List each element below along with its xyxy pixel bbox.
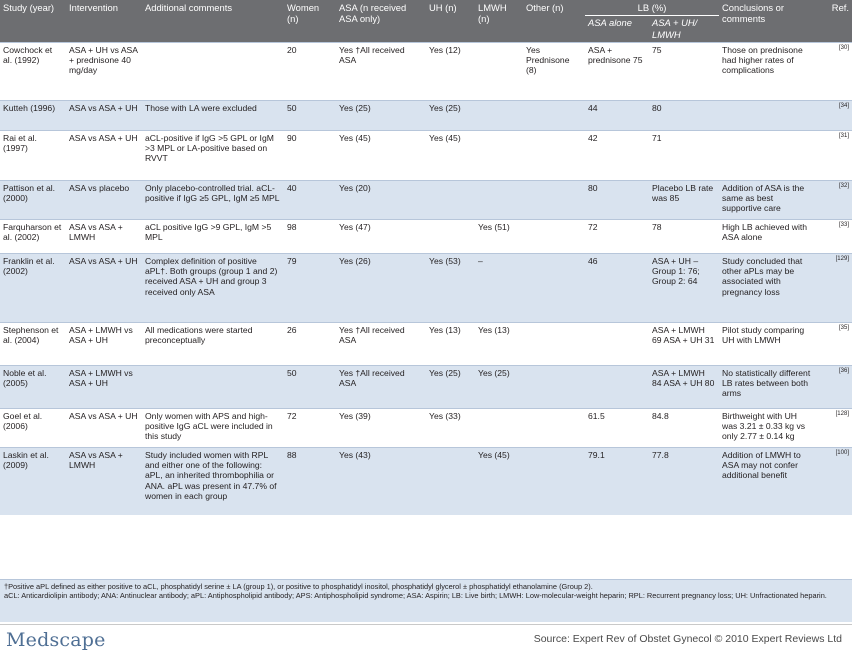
cell-asa: Yes (25)	[336, 100, 426, 130]
cell-intervention: ASA vs placebo	[66, 180, 142, 219]
header-uh: UH (n)	[426, 0, 475, 42]
cell-lmwh: Yes (25)	[475, 365, 523, 408]
cell-asa: Yes †All received ASA	[336, 42, 426, 100]
cell-ref: [35]	[814, 322, 852, 365]
cell-lmwh: Yes (45)	[475, 447, 523, 515]
cell-other	[523, 253, 585, 322]
cell-lb-combo: ASA + LMWH 69 ASA + UH 31	[649, 322, 719, 365]
footnote-abbreviations: aCL: Anticardiolipin antibody; ANA: Antinuclear antibody; aPL: Antiphospholipid antibody; APS: Antiphospholipid syndrome; ASA: Aspirin; LB: Live birth; LMWH: Low-molecular-weight heparin; RPL: Recurrent pregnancy loss; UH: Unfractionated heparin.	[4, 591, 827, 601]
cell-women: 40	[284, 180, 336, 219]
cell-lb-combo: 75	[649, 42, 719, 100]
footnotes	[0, 579, 852, 622]
header-lb-combo: ASA + UH/ LMWH	[649, 16, 719, 43]
cell-lb-asa: 80	[585, 180, 649, 219]
cell-ref: [32]	[814, 180, 852, 219]
cell-asa: Yes (45)	[336, 130, 426, 180]
cell-other	[523, 408, 585, 447]
cell-other	[523, 180, 585, 219]
cell-study: Laskin et al. (2009)	[0, 447, 66, 515]
header-other: Other (n)	[523, 0, 585, 42]
cell-intervention: ASA vs ASA + UH	[66, 253, 142, 322]
header-study: Study (year)	[0, 0, 66, 42]
cell-lmwh	[475, 180, 523, 219]
cell-lb-asa	[585, 365, 649, 408]
table-row	[0, 365, 852, 408]
bottom-bar	[0, 624, 852, 653]
cell-study: Kutteh (1996)	[0, 100, 66, 130]
cell-lb-asa: ASA + prednisone 75	[585, 42, 649, 100]
cell-comments: Study included women with RPL and either one of the following: aPL, an inherited thrombophilia or ANA. aPL was present in 47.7% of women in each group	[142, 447, 284, 515]
cell-women: 50	[284, 365, 336, 408]
header-asa: ASA (n received ASA only)	[336, 0, 426, 42]
cell-intervention: ASA + UH vs ASA + prednisone 40 mg/day	[66, 42, 142, 100]
cell-women: 20	[284, 42, 336, 100]
cell-lb-asa: 61.5	[585, 408, 649, 447]
header-intervention: Intervention	[66, 0, 142, 42]
cell-uh: Yes (13)	[426, 322, 475, 365]
header-comments: Additional comments	[142, 0, 284, 42]
cell-ref: [36]	[814, 365, 852, 408]
cell-conclusions: Addition of ASA is the same as best supportive care	[719, 180, 814, 219]
table-row	[0, 42, 852, 100]
cell-women: 90	[284, 130, 336, 180]
cell-other	[523, 322, 585, 365]
cell-women: 50	[284, 100, 336, 130]
cell-intervention: ASA + LMWH vs ASA + UH	[66, 322, 142, 365]
table-row	[0, 447, 852, 515]
cell-ref: [128]	[814, 408, 852, 447]
cell-comments: Only women with APS and high-positive IgG aCL were included in this study	[142, 408, 284, 447]
cell-conclusions: Study concluded that other aPLs may be associated with pregnancy loss	[719, 253, 814, 322]
cell-women: 88	[284, 447, 336, 515]
cell-study: Farquharson et al. (2002)	[0, 219, 66, 253]
cell-study: Rai et al. (1997)	[0, 130, 66, 180]
cell-comments: Those with LA were excluded	[142, 100, 284, 130]
cell-uh	[426, 219, 475, 253]
table-row	[0, 180, 852, 219]
cell-lb-asa: 72	[585, 219, 649, 253]
cell-lb-combo: ASA + UH – Group 1: 76; Group 2: 64	[649, 253, 719, 322]
cell-lmwh: Yes (51)	[475, 219, 523, 253]
cell-uh: Yes (45)	[426, 130, 475, 180]
header-lb-asa-alone: ASA alone	[585, 16, 649, 43]
cell-lb-asa: 46	[585, 253, 649, 322]
cell-comments: aCL-positive if IgG >5 GPL or IgM >3 MPL or LA-positive based on RVVT	[142, 130, 284, 180]
cell-comments: Complex definition of positive aPL†. Both groups (group 1 and 2) received ASA + UH and group 3 received only ASA	[142, 253, 284, 322]
table-row	[0, 219, 852, 253]
cell-conclusions: Pilot study comparing UH with LMWH	[719, 322, 814, 365]
cell-uh	[426, 180, 475, 219]
cell-asa: Yes (20)	[336, 180, 426, 219]
cell-ref: [31]	[814, 130, 852, 180]
cell-lb-asa: 42	[585, 130, 649, 180]
cell-conclusions: Birthweight with UH was 3.21 ± 0.33 kg vs only 2.77 ± 0.14 kg	[719, 408, 814, 447]
header-lmwh: LMWH (n)	[475, 0, 523, 42]
cell-lb-combo: 80	[649, 100, 719, 130]
cell-uh: Yes (12)	[426, 42, 475, 100]
table-row	[0, 253, 852, 322]
header-women: Women (n)	[284, 0, 336, 42]
cell-uh: Yes (25)	[426, 100, 475, 130]
cell-lb-combo: 84.8	[649, 408, 719, 447]
cell-intervention: ASA vs ASA + LMWH	[66, 219, 142, 253]
cell-ref: [100]	[814, 447, 852, 515]
header-lb: LB (%)	[585, 0, 719, 16]
cell-uh: Yes (53)	[426, 253, 475, 322]
table-body	[0, 42, 852, 515]
cell-comments	[142, 42, 284, 100]
cell-ref: [30]	[814, 42, 852, 100]
table-header	[0, 0, 852, 42]
cell-lb-combo: 78	[649, 219, 719, 253]
cell-comments: All medications were started preconceptually	[142, 322, 284, 365]
cell-comments: Only placebo-controlled trial. aCL-positive if IgG ≥5 GPL, IgM ≥5 MPL	[142, 180, 284, 219]
cell-women: 26	[284, 322, 336, 365]
cell-conclusions: Those on prednisone had higher rates of complications	[719, 42, 814, 100]
cell-conclusions: Addition of LMWH to ASA may not confer additional benefit	[719, 447, 814, 515]
cell-study: Franklin et al. (2002)	[0, 253, 66, 322]
cell-comments	[142, 365, 284, 408]
cell-women: 72	[284, 408, 336, 447]
cell-uh	[426, 447, 475, 515]
cell-intervention: ASA vs ASA + UH	[66, 408, 142, 447]
cell-other: Yes Prednisone (8)	[523, 42, 585, 100]
cell-lb-asa: 44	[585, 100, 649, 130]
cell-study: Goel et al. (2006)	[0, 408, 66, 447]
cell-other	[523, 219, 585, 253]
table-row	[0, 130, 852, 180]
cell-other	[523, 130, 585, 180]
cell-other	[523, 447, 585, 515]
cell-other	[523, 100, 585, 130]
source-credit: Source: Expert Rev of Obstet Gynecol © 2010 Expert Reviews Ltd	[533, 633, 842, 645]
cell-lmwh: Yes (13)	[475, 322, 523, 365]
cell-lb-combo: 77.8	[649, 447, 719, 515]
cell-conclusions: No statistically different LB rates between both arms	[719, 365, 814, 408]
cell-lmwh	[475, 42, 523, 100]
cell-asa: Yes †All received ASA	[336, 365, 426, 408]
cell-ref: [34]	[814, 100, 852, 130]
cell-intervention: ASA vs ASA + UH	[66, 130, 142, 180]
cell-intervention: ASA vs ASA + LMWH	[66, 447, 142, 515]
cell-uh: Yes (33)	[426, 408, 475, 447]
cell-lb-combo: ASA + LMWH 84 ASA + UH 80	[649, 365, 719, 408]
cell-lmwh	[475, 130, 523, 180]
cell-ref: [33]	[814, 219, 852, 253]
cell-study: Noble et al. (2005)	[0, 365, 66, 408]
cell-asa: Yes (47)	[336, 219, 426, 253]
cell-intervention: ASA vs ASA + UH	[66, 100, 142, 130]
cell-study: Cowchock et al. (1992)	[0, 42, 66, 100]
table-row	[0, 100, 852, 130]
cell-lb-combo: Placebo LB rate was 85	[649, 180, 719, 219]
cell-asa: Yes (43)	[336, 447, 426, 515]
cell-study: Stephenson et al. (2004)	[0, 322, 66, 365]
footnote-dagger: †Positive aPL defined as either positive to aCL, phosphatidyl serine ± LA (group 1), or positive to phosphatidyl inositol, phosphatidyl glycerol ± phosphatidyl ethanolamine (Group 2).	[4, 582, 593, 591]
cell-lb-asa	[585, 322, 649, 365]
cell-lmwh: –	[475, 253, 523, 322]
header-conclusions: Conclusions or comments	[719, 0, 814, 42]
cell-ref: [129]	[814, 253, 852, 322]
cell-asa: Yes (39)	[336, 408, 426, 447]
cell-study: Pattison et al. (2000)	[0, 180, 66, 219]
cell-lmwh	[475, 408, 523, 447]
cell-uh: Yes (25)	[426, 365, 475, 408]
cell-asa: Yes (26)	[336, 253, 426, 322]
cell-women: 79	[284, 253, 336, 322]
medscape-logo: Medscape	[6, 629, 106, 651]
cell-intervention: ASA + LMWH vs ASA + UH	[66, 365, 142, 408]
cell-conclusions	[719, 130, 814, 180]
cell-women: 98	[284, 219, 336, 253]
cell-other	[523, 365, 585, 408]
cell-asa: Yes †All received ASA	[336, 322, 426, 365]
cell-conclusions	[719, 100, 814, 130]
cell-comments: aCL positive IgG >9 GPL, IgM >5 MPL	[142, 219, 284, 253]
cell-lb-combo: 71	[649, 130, 719, 180]
cell-lb-asa: 79.1	[585, 447, 649, 515]
table-row	[0, 408, 852, 447]
header-ref: Ref.	[814, 0, 852, 42]
cell-lmwh	[475, 100, 523, 130]
table-row	[0, 322, 852, 365]
cell-conclusions: High LB achieved with ASA alone	[719, 219, 814, 253]
